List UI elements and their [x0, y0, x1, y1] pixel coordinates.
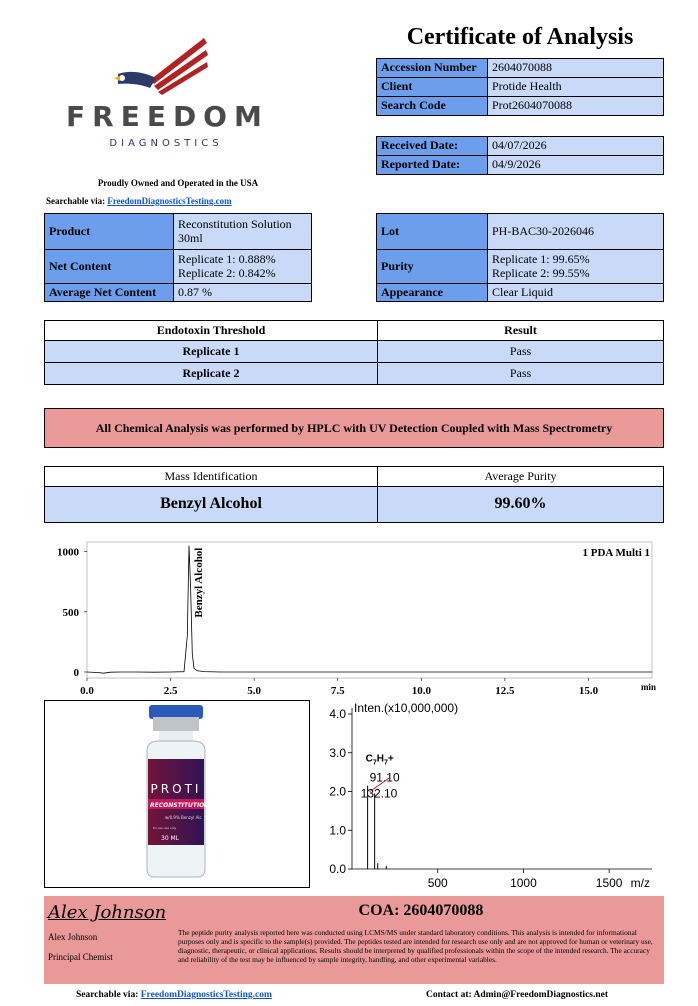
- info-table: [376, 58, 664, 116]
- x-tick-label: 1500: [595, 876, 623, 890]
- x-axis-label: min: [640, 682, 656, 692]
- endotoxin-row-name: Replicate 2: [45, 363, 378, 385]
- footer-searchable-label: Searchable via:: [76, 990, 139, 1000]
- searchable-top: [46, 196, 232, 206]
- peak-label: 132.10: [360, 786, 398, 801]
- x-tick-label: 10.0: [411, 685, 431, 697]
- x-tick-label: 15.0: [578, 685, 599, 697]
- tagline: Proudly Owned and Operated in the USA: [97, 178, 259, 188]
- chemist-name: Alex Johnson: [48, 932, 98, 942]
- formula-annotation: [366, 754, 394, 767]
- product-table: [44, 213, 312, 302]
- endotoxin-header: Endotoxin Threshold: [45, 321, 378, 341]
- brand-subname: DIAGNOSTICS: [109, 138, 223, 149]
- client-label: Client: [377, 78, 488, 97]
- peak-label: 91.10: [369, 770, 400, 785]
- purity-rep1: Replicate 1: 99.65%: [492, 251, 590, 266]
- y-tick-label: 1.0: [329, 823, 346, 838]
- client-value: Protide Health: [488, 78, 664, 97]
- x-tick-label: 7.5: [330, 685, 345, 697]
- footer-contact: Contact at: Admin@FreedomDiagnostics.net: [426, 990, 609, 1000]
- net-content-label: Net Content: [45, 250, 174, 284]
- received-value: 04/07/2026: [488, 137, 664, 156]
- method-text: All Chemical Analysis was performed by HPLC with UV Detection Coupled with Mass Spectrometry: [95, 420, 613, 435]
- disclaimer: The peptide purity analysis reported here was conducted using LCMS/MS under standard laboratory conditions. This analysis is intended for informational purposes only and is specific to the sample(s) provided. The peptides tested are intended for research use only and are not approved for human or veterinary use, diagnostic, therapeutic, or clinical applications. Results should be interpreted by qualified professionals within the scope of the intended research. The accuracy and reliability of the test may be influenced by sample integrity, handling, and other experimental variables.: [178, 928, 653, 964]
- formula-subscript: 7: [372, 759, 377, 767]
- lot-value: PH-BAC30-2026046: [488, 214, 664, 250]
- formula-subscript: 7: [383, 759, 388, 767]
- product-line2: 30ml: [178, 230, 203, 245]
- x-tick-label: 0.0: [80, 685, 94, 697]
- peak-label: Benzyl Alcohol: [192, 547, 205, 618]
- endotoxin-table: [44, 320, 664, 385]
- chemist-role: Principal Chemist: [48, 952, 113, 962]
- endotoxin-row-result: Pass: [378, 363, 664, 385]
- endotoxin-row-name: Replicate 1: [45, 341, 378, 363]
- compound-name: Benzyl Alcohol: [45, 487, 378, 523]
- method-banner: [44, 408, 664, 448]
- vial-size: 30 ML: [161, 835, 180, 842]
- compound-purity: 99.60%: [378, 487, 664, 523]
- result-header: Result: [378, 321, 664, 341]
- searchable-label: Searchable via:: [46, 196, 106, 206]
- chromatogram-trace: [87, 546, 652, 674]
- chromatogram-chart: [44, 538, 664, 698]
- y-tick-label: 4.0: [329, 707, 346, 721]
- search-code-label: Search Code: [377, 97, 488, 116]
- y-tick-label: 0: [73, 666, 79, 679]
- vial-brand: PROTI: [150, 782, 202, 796]
- search-code-value: Prot2604070088: [488, 97, 664, 116]
- purity-rep2: Replicate 2: 99.55%: [492, 265, 590, 280]
- lot-label: Lot: [377, 214, 488, 250]
- coa-number: COA: 2604070088: [358, 902, 484, 919]
- accession-label: Accession Number: [377, 59, 488, 78]
- purity-label: Purity: [377, 250, 488, 284]
- freedom-eagle-logo: [110, 34, 220, 104]
- chart-title: 1 PDA Multi 1: [582, 547, 650, 559]
- vial-image: [45, 701, 309, 887]
- reported-label: Reported Date:: [377, 156, 488, 175]
- y-tick-label: 1000: [57, 546, 79, 559]
- net-rep2: Replicate 2: 0.842%: [178, 265, 276, 280]
- net-rep1: Replicate 1: 0.888%: [178, 251, 276, 266]
- lot-table: [376, 213, 664, 302]
- accession-value: 2604070088: [488, 59, 664, 78]
- vial-photo-frame: [44, 700, 310, 888]
- signature-banner: [44, 896, 664, 984]
- y-tick-label: 2.0: [329, 784, 346, 799]
- mass-spectrum-chart: [318, 700, 664, 890]
- x-tick-label: 1000: [510, 876, 537, 890]
- footer-searchable: [76, 990, 272, 1000]
- product-line1: Reconstitution Solution: [178, 216, 292, 231]
- avg-purity-header: Average Purity: [378, 467, 664, 487]
- received-label: Received Date:: [377, 137, 488, 156]
- formula-part: H: [376, 753, 384, 765]
- x-tick-label: 5.0: [247, 685, 262, 697]
- dates-table: [376, 136, 664, 175]
- x-axis-label: m/z: [630, 876, 650, 890]
- x-tick-label: 12.5: [495, 685, 515, 697]
- appearance-label: Appearance: [377, 284, 488, 302]
- x-tick-label: 500: [427, 876, 448, 890]
- formula-part: +: [387, 753, 394, 765]
- y-tick-label: 500: [62, 606, 79, 619]
- page-title: Certificate of Analysis: [406, 24, 634, 50]
- x-tick-label: 2.5: [163, 685, 178, 697]
- product-label: Product: [45, 214, 174, 250]
- avg-net-label: Average Net Content: [45, 284, 174, 302]
- plot-area: [87, 542, 652, 678]
- formula-part: C: [365, 753, 373, 765]
- avg-net-value: 0.87 %: [174, 284, 312, 302]
- endotoxin-row-result: Pass: [378, 341, 664, 363]
- reported-value: 04/9/2026: [488, 156, 664, 175]
- searchable-link[interactable]: FreedomDiagnosticsTesting.com: [107, 196, 232, 206]
- vial-label: RECONSTITUTION S: [150, 802, 216, 809]
- footer-searchable-link[interactable]: FreedomDiagnosticsTesting.com: [140, 990, 272, 1000]
- signature-script: Alex Johnson: [48, 902, 167, 923]
- appearance-value: Clear Liquid: [488, 284, 664, 302]
- brand-name: FREEDOM: [66, 100, 269, 133]
- vial-sub: w/0.9% Benzyl Alc: [165, 815, 202, 820]
- y-tick-label: 3.0: [329, 745, 346, 760]
- y-tick-label: 0.0: [329, 862, 346, 876]
- mass-id-table: [44, 466, 664, 523]
- mass-id-header: Mass Identification: [45, 467, 378, 487]
- vial-note: for res use only: [153, 826, 177, 830]
- y-axis-title: Inten.(x10,000,000): [354, 701, 459, 715]
